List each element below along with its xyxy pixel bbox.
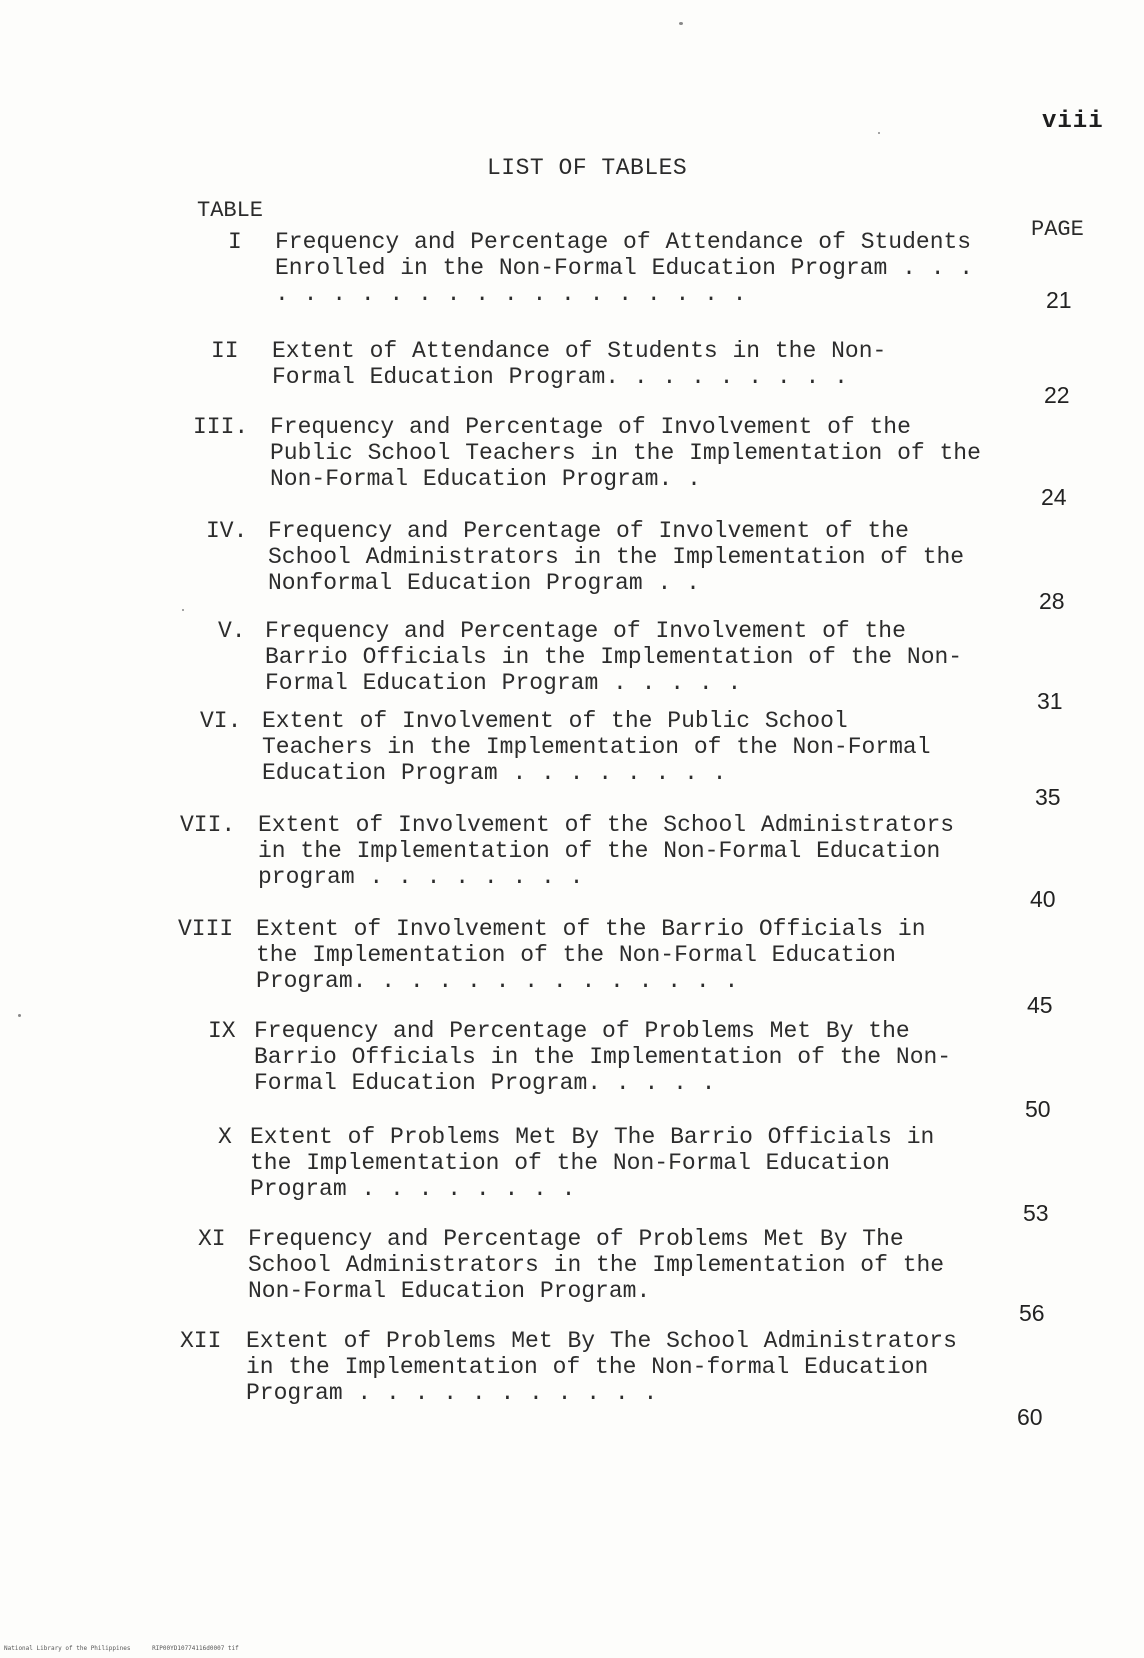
table-title: Extent of Problems Met By The Barrio Officials in the Implementation of the Non-Formal Education Program . . . . . . . .	[250, 1124, 935, 1202]
table-number: XII	[180, 1328, 222, 1354]
table-title: Extent of Problems Met By The School Administrators in the Implementation of the Non-formal Education Program . . . . . . . . . . .	[246, 1328, 957, 1406]
table-number: VII.	[180, 812, 236, 838]
library-credit: National Library of the Philippines	[4, 1645, 131, 1652]
table-number: VI.	[200, 708, 242, 734]
table-title: Frequency and Percentage of Attendance of Students Enrolled in the Non-Formal Education Program . . . . . . . . . . . . . . . . . . . .	[275, 229, 974, 307]
table-page: 31	[1037, 688, 1063, 714]
table-page: 50	[1025, 1096, 1051, 1122]
table-title: Frequency and Percentage of Involvement of the Public School Teachers in the Implementation of the Non-Formal Education Program. .	[270, 414, 981, 492]
table-page: 28	[1039, 588, 1065, 614]
scan-speck	[878, 132, 880, 134]
scan-speck	[18, 1014, 21, 1017]
table-number: IX	[208, 1018, 236, 1044]
page-number: viii	[1042, 108, 1104, 135]
scan-speck	[679, 22, 683, 25]
table-title: Extent of Involvement of the Public School Teachers in the Implementation of the Non-Formal Education Program . . . . . . . .	[262, 708, 931, 786]
table-page: 40	[1030, 886, 1056, 912]
file-name: RIP00YD10774116d0007 tif	[152, 1645, 239, 1652]
table-number: X	[218, 1124, 232, 1150]
scan-footer	[4, 1645, 257, 1652]
table-title: Frequency and Percentage of Involvement of the School Administrators in the Implementation of the Nonformal Education Program . .	[268, 518, 965, 596]
table-number: I	[228, 229, 242, 255]
table-page: 60	[1017, 1404, 1043, 1430]
table-page: 24	[1041, 484, 1067, 510]
page-title: LIST OF TABLES	[487, 155, 688, 181]
table-page: 45	[1027, 992, 1053, 1018]
table-title: Extent of Attendance of Students in the Non-Formal Education Program. . . . . . . . .	[272, 338, 887, 390]
table-title: Frequency and Percentage of Problems Met By the Barrio Officials in the Implementation of the Non-Formal Education Program. . . . .	[254, 1018, 952, 1096]
page-column-header: PAGE	[1031, 217, 1084, 242]
table-number: VIII	[178, 916, 234, 942]
table-column-header: TABLE	[197, 198, 264, 223]
table-title: Extent of Involvement of the Barrio Officials in the Implementation of the Non-Formal Education Program. . . . . . . . . . . . . .	[256, 916, 926, 994]
table-number: XI	[198, 1226, 226, 1252]
table-page: 35	[1035, 784, 1061, 810]
table-page: 56	[1019, 1300, 1045, 1326]
scan-speck	[182, 609, 184, 611]
table-page: 22	[1044, 382, 1070, 408]
table-number: II	[211, 338, 239, 364]
table-title: Extent of Involvement of the School Administrators in the Implementation of the Non-Formal Education program . . . . . . . .	[258, 812, 955, 890]
table-number: IV.	[206, 518, 248, 544]
table-title: Frequency and Percentage of Problems Met By The School Administrators in the Implementation of the Non-Formal Education Program.	[248, 1226, 945, 1304]
table-page: 21	[1046, 287, 1072, 313]
table-title: Frequency and Percentage of Involvement of the Barrio Officials in the Implementation of the Non-Formal Education Program . . . . .	[265, 618, 963, 696]
table-page: 53	[1023, 1200, 1049, 1226]
table-number: III.	[193, 414, 249, 440]
table-number: V.	[218, 618, 246, 644]
